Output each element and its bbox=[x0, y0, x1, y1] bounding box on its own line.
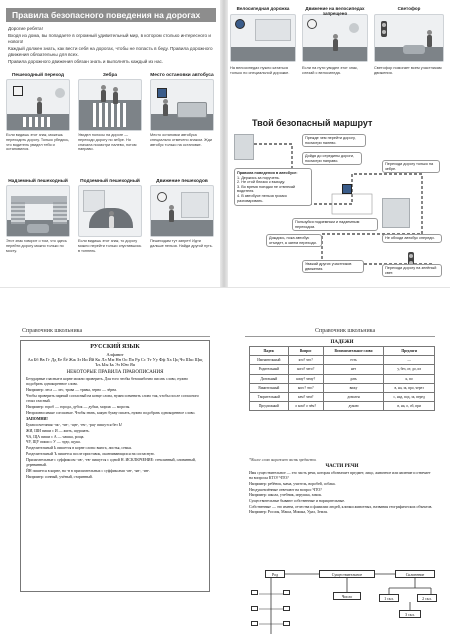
bike-lane-sign-icon bbox=[235, 19, 245, 29]
paragraph: Имя существительное — это часть речи, которая обозначает предмет, лицо, животное или явление и отвечает на вопросы КТО? ЧТО? bbox=[249, 471, 431, 481]
table-cell: Именительный bbox=[250, 356, 289, 365]
underpass-illustration bbox=[78, 185, 142, 237]
tip-bubble: Дождись, пока автобус отъедет, а затем переходи. bbox=[266, 234, 322, 247]
table-cell: у, без, от, до, из bbox=[384, 365, 435, 374]
table-cell: кого? что? bbox=[288, 383, 323, 392]
table-cell: вижу bbox=[323, 383, 384, 392]
table-row bbox=[250, 374, 435, 383]
diagram-cell bbox=[283, 606, 290, 611]
noun-box: Существительное bbox=[319, 570, 375, 578]
cases-table bbox=[249, 340, 435, 411]
rule-line: Например: гороб — города, дубок — дубки, морож — морозы. bbox=[26, 405, 131, 410]
no-bikes-sign-icon bbox=[307, 19, 317, 29]
bottom-spread bbox=[0, 288, 450, 617]
russian-language-box bbox=[20, 340, 210, 592]
bike-lane-text: На велосипедах нужно кататься только по специальной дорожке. bbox=[230, 65, 290, 75]
rule-line: Безударные гласные в корне можно проверить. Для того чтобы безошибочно писать слово, нужно подобрать однокоренное слово. bbox=[26, 376, 189, 387]
number-box: Число bbox=[333, 592, 361, 600]
rule-line: Прилагательные с суффиксом -ов-, -ев- пишутся с одной Н. ИСКЛЮЧЕНИЕ: стеклянный, оловянный, деревянный. bbox=[26, 458, 196, 468]
column-header: Предлоги bbox=[384, 347, 435, 356]
underpass-cell bbox=[78, 178, 142, 274]
safe-route-title: Твой безопасный маршрут bbox=[252, 118, 373, 128]
noun-diagram bbox=[245, 554, 437, 644]
cell-description: Если видишь этот знак, можешь переходить дорогу. Только убедись, что водитель увидел тебя и остановился. bbox=[6, 133, 70, 152]
table-cell: дать bbox=[323, 374, 384, 383]
intro-line: Правила дорожного движения обязан знать и выполнять каждый из нас. bbox=[8, 59, 164, 64]
traffic-light-icon bbox=[381, 21, 387, 37]
table-cell: Дательный bbox=[250, 374, 289, 383]
traffic-light-text: Светофор помогает всем участникам движения. bbox=[374, 65, 442, 75]
road-safety-title: Правила безопасного поведения на дорогах bbox=[6, 8, 216, 22]
tip-bubble: Переходи дорогу только на зебре. bbox=[382, 160, 440, 173]
diagram-cell bbox=[251, 590, 258, 595]
table-cell: кем? чем? bbox=[288, 392, 323, 401]
diagram-cell bbox=[251, 621, 258, 626]
cell-description: Место остановки автобуса специально отмечено знаком. Жди автобус только на остановке. bbox=[150, 133, 212, 147]
safe-route-map bbox=[232, 134, 446, 284]
running-head: Справочник школьника bbox=[315, 328, 376, 334]
list-item: 4. В автобусе нельзя громко разговаривать. bbox=[237, 193, 287, 203]
table-cell: есть bbox=[323, 356, 384, 365]
table-cell: о ком? о чём? bbox=[288, 402, 323, 411]
cell-caption: Движение пешеходов bbox=[156, 179, 208, 184]
rule-line: ЧА, ЩА пиши с А — чашка, роща. bbox=[26, 434, 85, 439]
table-caption: ПАДЕЖИ bbox=[330, 340, 354, 345]
table-cell: доволен bbox=[323, 392, 384, 401]
tip-bubble: Уважай других участников движения. bbox=[302, 260, 364, 273]
rule-line: ЧУ, ЩУ пиши с У — чудо, щука. bbox=[26, 440, 81, 445]
tip-bubble: Переходи дорогу на зелёный свет. bbox=[382, 264, 442, 277]
rules-title: НЕКОТОРЫЕ ПРАВИЛА ПРАВОПИСАНИЯ bbox=[66, 369, 164, 375]
diagram-cell bbox=[283, 621, 290, 626]
table-cell: Предложный bbox=[250, 402, 289, 411]
alphabet-label: Алфавит bbox=[106, 352, 124, 357]
cell-caption: Место остановки автобуса bbox=[150, 73, 214, 78]
table-row bbox=[250, 383, 435, 392]
table-cell: кому? чему? bbox=[288, 374, 323, 383]
table-cell: Родительный bbox=[250, 365, 289, 374]
cell-caption: Зебра bbox=[102, 73, 118, 78]
column-header: Падеж bbox=[250, 347, 289, 356]
safe-route-right-page bbox=[228, 0, 450, 287]
bus-stop-illustration bbox=[150, 79, 214, 131]
crosswalk-illustration bbox=[6, 79, 70, 131]
bus-stop-sign-icon bbox=[342, 184, 352, 194]
school-building bbox=[382, 198, 410, 228]
table-footnote: *Жилое слово выражает часть предметов. bbox=[249, 458, 317, 462]
crosswalk-sign-icon bbox=[13, 86, 23, 96]
bus-icon bbox=[177, 102, 207, 118]
declension-branch: 1 скл. bbox=[379, 594, 399, 602]
list-item: 1. Держись за поручень. bbox=[237, 175, 280, 180]
header-rule bbox=[245, 336, 435, 337]
no-bikes-illustration bbox=[302, 14, 368, 62]
intro-line: Каждый должен знать, как вести себя на дорогах, чтобы не попасть в беду. Правила дорожного движения обязательны для всех. bbox=[8, 46, 213, 57]
bike-lane-illustration bbox=[230, 14, 296, 62]
column-header: Вспомогательное слово bbox=[323, 347, 384, 356]
rule-line: Чтобы проверить парный согласный на конце слова, нужно изменить слово так, чтобы после согласного стоял гласный. bbox=[26, 393, 199, 404]
list-heading: Правила поведения в автобусе: bbox=[237, 171, 298, 175]
tip-bubble: Прежде чем перейти дорогу, посмотри налево. bbox=[302, 134, 366, 147]
gender-box: Род bbox=[265, 570, 285, 578]
table-cell: нет bbox=[323, 365, 384, 374]
list-item: 2. Не стой близко к выходу. bbox=[237, 180, 286, 185]
table-cell: к, по bbox=[384, 374, 435, 383]
table-cell: Винительный bbox=[250, 383, 289, 392]
rule-line: Разделительный Ъ пишется после приставок, оканчивающихся на согласную. bbox=[26, 452, 155, 457]
cell-description: Этот знак говорит о том, что здесь перейти дорогу можно только по мосту. bbox=[6, 239, 67, 253]
top-spread bbox=[0, 0, 450, 288]
table-row bbox=[250, 402, 435, 411]
diagram-cell bbox=[283, 590, 290, 595]
bus-stop-sign-icon bbox=[157, 88, 167, 98]
table-row bbox=[250, 356, 435, 365]
top-spread-gutter bbox=[220, 0, 228, 287]
column-header: Вопрос bbox=[288, 347, 323, 356]
table-cell: думаю bbox=[323, 402, 384, 411]
paragraph: Например: школа, учебник, игрушка, замок. bbox=[249, 493, 323, 498]
table-cell: кто? что? bbox=[288, 356, 323, 365]
header-rule bbox=[20, 336, 210, 337]
road-safety-left-page bbox=[0, 0, 220, 287]
table-row bbox=[250, 365, 435, 374]
diagram-cell bbox=[251, 606, 258, 611]
zebra-illustration bbox=[78, 79, 142, 131]
parts-of-speech-title: ЧАСТИ РЕЧИ bbox=[325, 464, 359, 469]
cell-caption: Надземный пешеходный bbox=[8, 179, 68, 184]
declension-box: Склонение bbox=[395, 570, 435, 578]
intro-line: Дорогие ребята! bbox=[8, 26, 43, 31]
declension-branch: 2 скл. bbox=[417, 594, 437, 602]
tip-bubble: Пользуйся подземным и надземным переходом. bbox=[292, 218, 378, 231]
traffic-light-caption: Светофор bbox=[397, 6, 421, 11]
home-building bbox=[234, 134, 254, 160]
rule-line: Буквосочетания -чк-, -чн-, -щн-, -нч-, -рщ- пишутся без Ь! bbox=[26, 422, 123, 427]
rule-line: Например: сонный, учёный, старинный. bbox=[26, 475, 93, 480]
bus-rules-list bbox=[234, 168, 312, 206]
grammar-right-page bbox=[225, 288, 450, 617]
cell-description: Если видишь этот знак, то дорогу можно перейти только спустившись в тоннель. bbox=[78, 239, 142, 253]
cell-description: Увидел полосы на дороге — переходи дорогу по зебре. Но сначала посмотри налево, потом направо. bbox=[78, 133, 137, 152]
paragraph: Неодушевлённые отвечают на вопрос ЧТО? bbox=[249, 487, 322, 492]
crosswalk-sign-cell bbox=[6, 72, 70, 168]
table-cell: — bbox=[384, 356, 435, 365]
overpass-cell bbox=[6, 178, 70, 274]
rule-line: ЗАПОМНИ! bbox=[26, 416, 48, 421]
road-safety-intro bbox=[8, 26, 213, 66]
traffic-light-illustration bbox=[374, 14, 444, 62]
intro-line: Входя из дома, вы попадаете в огромный удивительный мир, в котором столько интересного и нового! bbox=[8, 33, 211, 44]
rule-line: Разделительный Ь пишется в корне слова: вьюга, листья, семья. bbox=[26, 446, 132, 451]
bike-lane-caption: Велосипедная дорожка bbox=[236, 6, 290, 11]
table-cell: в, на, за, про, через bbox=[384, 383, 435, 392]
no-pedestrians-illustration bbox=[150, 185, 214, 237]
table-row bbox=[250, 392, 435, 401]
paragraph: Например: ребёнок, мама, учитель, воробей, собака. bbox=[249, 481, 336, 486]
rule-line: Например: леса — лес, трава — травы, зерно — зёрна. bbox=[26, 388, 117, 392]
no-pedestrians-cell bbox=[150, 178, 214, 274]
list-item: 3. Во время поездки не отвлекай водителя. bbox=[237, 184, 296, 194]
paragraph: Существительные бывают собственные и нарицательные. bbox=[249, 499, 346, 504]
no-pedestrians-sign-icon bbox=[157, 192, 167, 202]
cell-description: Пешеходам тут запрет! Идти дальше нельзя. Найди другой путь. bbox=[150, 239, 213, 248]
no-bikes-text: Если на пути увидел этот знак, слезай с велосипеда. bbox=[302, 65, 358, 75]
tip-bubble: Дойдя до середины дороги, посмотри направо. bbox=[302, 152, 362, 165]
grammar-content bbox=[245, 340, 437, 617]
rule-line: ЖИ, ШИ пиши с И — жить, шуршать. bbox=[26, 428, 90, 433]
table-cell: Творительный bbox=[250, 392, 289, 401]
running-head: Справочник школьника bbox=[22, 328, 83, 334]
no-bikes-caption: Движение на велосипедах запрещено bbox=[305, 6, 365, 16]
tip-bubble: Не обходи автобус спереди. bbox=[382, 234, 442, 243]
cell-caption: Пешеходный переход bbox=[11, 73, 64, 78]
alphabet: Аа Бб Вв Гг Дд Ее Ёё Жж Зз Ии Йй Кк Лл Мм Нн Оо Пп Рр Сс Тт Уу Фф Хх Цц Чч Шш Щщ Ъъ Ыы Ьь Ээ Юю Яя bbox=[27, 357, 203, 368]
table-cell: кого? чего? bbox=[288, 365, 323, 374]
rule-line: ЙН пишется в корне, на -н в прилагательных с суффиксами -ан-, -ян-, -ин-. bbox=[26, 469, 151, 474]
paragraph: Собственные — это имена, отчества и фамилии людей, клички животных, названия географических объектов. bbox=[249, 504, 433, 509]
cell-caption: Подземный пешеходный bbox=[80, 179, 140, 184]
rule-line: Непроизносимые согласные. Чтобы знать, какую букву писать, нужно подобрать однокоренное слово. bbox=[26, 410, 196, 415]
table-cell: с, над, под, за, перед bbox=[384, 392, 435, 401]
table-cell: в, на, о, об, при bbox=[384, 402, 435, 411]
zebra-cell bbox=[78, 72, 142, 168]
overpass-illustration bbox=[6, 185, 70, 237]
section-title: РУССКИЙ ЯЗЫК bbox=[90, 344, 140, 350]
russian-language-left-page bbox=[0, 288, 225, 600]
bus-stop-cell bbox=[150, 72, 214, 168]
paragraph: Например: Россия, Маша, Мишка, Урал, Земля. bbox=[249, 510, 328, 515]
noun-description bbox=[249, 471, 435, 516]
table-header-row bbox=[250, 347, 435, 356]
declension-branch: 3 скл. bbox=[399, 610, 421, 618]
